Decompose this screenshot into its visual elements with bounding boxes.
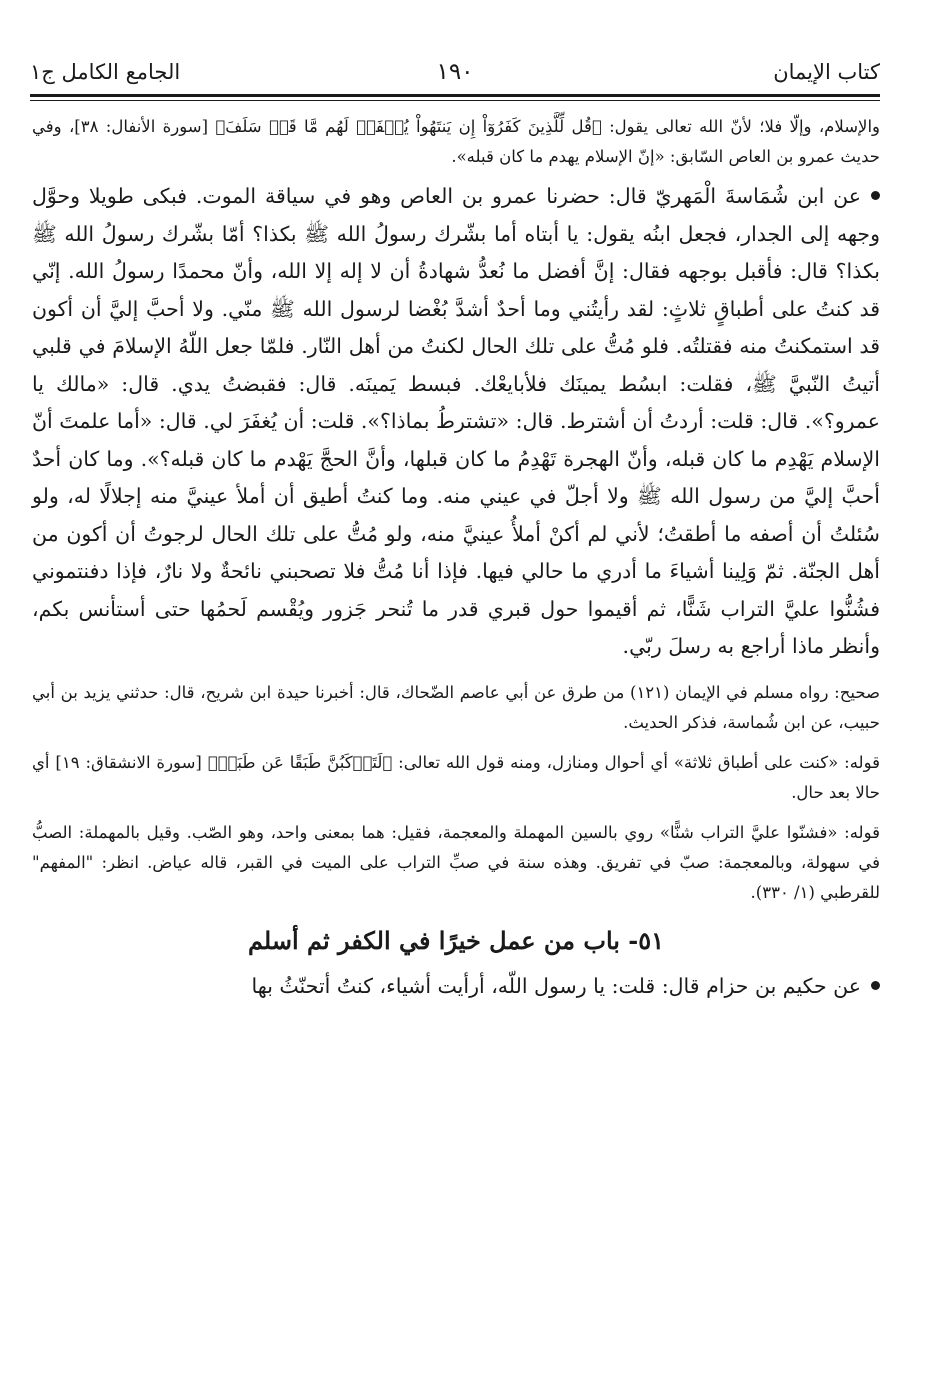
bullet-icon xyxy=(871,981,880,990)
page-header xyxy=(30,48,880,92)
spacer xyxy=(32,666,880,678)
hadith-amr-text: عن ابن شُمَاسةَ الْمَهريّ قال: حضرنا عمرو بن العاص وهو في سياقة الموت. فبكى طويلا وحوَّل وجهه إلى الجدار، فجعل ابنُه يقول: يا أبتاه أما بشّرك رسولُ الله ﷺ بكذا؟ أمّا بشّرك رسولُ الله ﷺ بكذا؟ قال: فأقبل بوجهه فقال: إنَّ أفضل ما نُعدُّ شهادةُ أن لا إله إلا الله، وأنّ محمدًا رسولُ الله. إنّي قد كنتُ على أطباقٍ ثلاثٍ: لقد رأيتُني وما أحدٌ أشدَّ بُغْضا لرسول الله ﷺ منّي. ولا أحبَّ إليَّ أن أكون قد استمكنتُ منه فقتلتُه. فلو مُتُّ على تلك الحال لكنتُ من أهل النّار. فلمّا جعل اللّهُ الإسلامَ في قلبي أتيتُ النّبيَّ ﷺ، فقلت: ابسُط يمينَك فلأبايعْك. فبسط يَمينَه. قال: فقبضتُ يدي. قال: «مالك يا عمرو؟». قال: قلت: أردتُ أن أشترط. قال: «تشترطُ بماذا؟». قلت: أن يُغفَرَ لي. قال: «أما علمتَ أنّ الإسلام يَهْدِم ما كان قبله، وأنّ الهجرة تَهْدِمُ ما كان قبلها، وأنَّ الحجَّ يَهْدم ما كان قبله؟». وما كان أحدٌ أحبَّ إليَّ من رسول الله ﷺ ولا أجلّ في عيني منه. وما كنتُ أطيق أن أملأ عينيَّ منه إجلالًا له، ولو سُئلتُ أن أصفه ما أطقتُ؛ لأني لم أكنْ أملأُ عينيَّ منه، ولو مُتُّ على تلك الحال لرجوتُ أن أكون من أهل الجنّة. ثمّ وَلِينا أشياءَ ما أدري ما حالي فيها. فإذا أنا مُتُّ فلا تصحبني نائحةٌ ولا نارٌ، فإذا دفنتموني فشُنُّوا عليَّ التراب شَنًّا، ثم أقيموا حول قبري قدر ما تُنحر جَزور ويُقْسم لَحمُها حتى أستأنس بكم، وأنظر ماذا أراجع به رسلَ ربّي. xyxy=(32,184,880,658)
spacer xyxy=(32,738,880,748)
volume-label: الجامع الكامل ج١ xyxy=(30,60,181,84)
bullet-icon xyxy=(871,191,880,200)
book-title: كتاب الإيمان xyxy=(773,60,880,84)
header-rule-thick xyxy=(30,94,880,97)
header-rule-thin xyxy=(30,100,880,101)
page-number: ١٩٠ xyxy=(436,59,474,85)
hadith-hakim-paragraph xyxy=(32,968,880,1006)
hadith-amr-paragraph xyxy=(32,178,880,666)
spacer xyxy=(32,808,880,818)
hadith-hakim-text: عن حكيم بن حزام قال: قلت: يا رسول اللّه، أرأيت أشياء، كنتُ أتحنّثُ بها xyxy=(251,973,861,998)
page-content xyxy=(32,112,880,1005)
note-shunnu-paragraph: قوله: «فشنّوا عليَّ التراب شنًّا» روي بالسين المهملة والمعجمة، فقيل: هما بمعنى واحد، وهو الصّب. وقيل بالمهملة: الصبُّ في سهولة، وبالمعجمة: صبّ في تفريق. وهذه سنة في صبِّ التراب على الميت في القبر، قاله عياض. انظر: "المفهم" للقرطبي (١/ ٣٣٠). xyxy=(32,822,880,902)
intro-paragraph: والإسلام، وإلّا فلا؛ لأنّ الله تعالى يقول: ﴿قُل لِّلَّذِينَ كَفَرُوٓاْ إِن يَنتَهُواْ يُغۡفَرۡ لَهُم مَّا قَدۡ سَلَفَ﴾ [سورة الأنفال: ٣٨]، وفي حديث عمرو بن العاص السّابق: «إنّ الإسلام يهدم ما كان قبله». xyxy=(32,117,881,166)
takhrij-paragraph: صحيح: رواه مسلم في الإيمان (١٢١) من طرق عن أبي عاصم الضّحاك، قال: أخبرنا حيدة ابن شريح، قال: حدثني يزيد بن أبي حبيب، عن ابن شُماسة، فذكر الحديث. xyxy=(32,682,880,732)
chapter-title: ٥١- باب من عمل خيرًا في الكفر ثم أسلم xyxy=(247,925,665,955)
note-atbaq-paragraph: قوله: «كنت على أطباق ثلاثة» أي أحوال ومنازل، ومنه قول الله تعالى: ﴿لَتَرۡكَبُنَّ طَبَقًا عَن طَبَقٖ﴾ [سورة الانشقاق: ١٩] أي حالا بعد حال. xyxy=(32,752,880,802)
